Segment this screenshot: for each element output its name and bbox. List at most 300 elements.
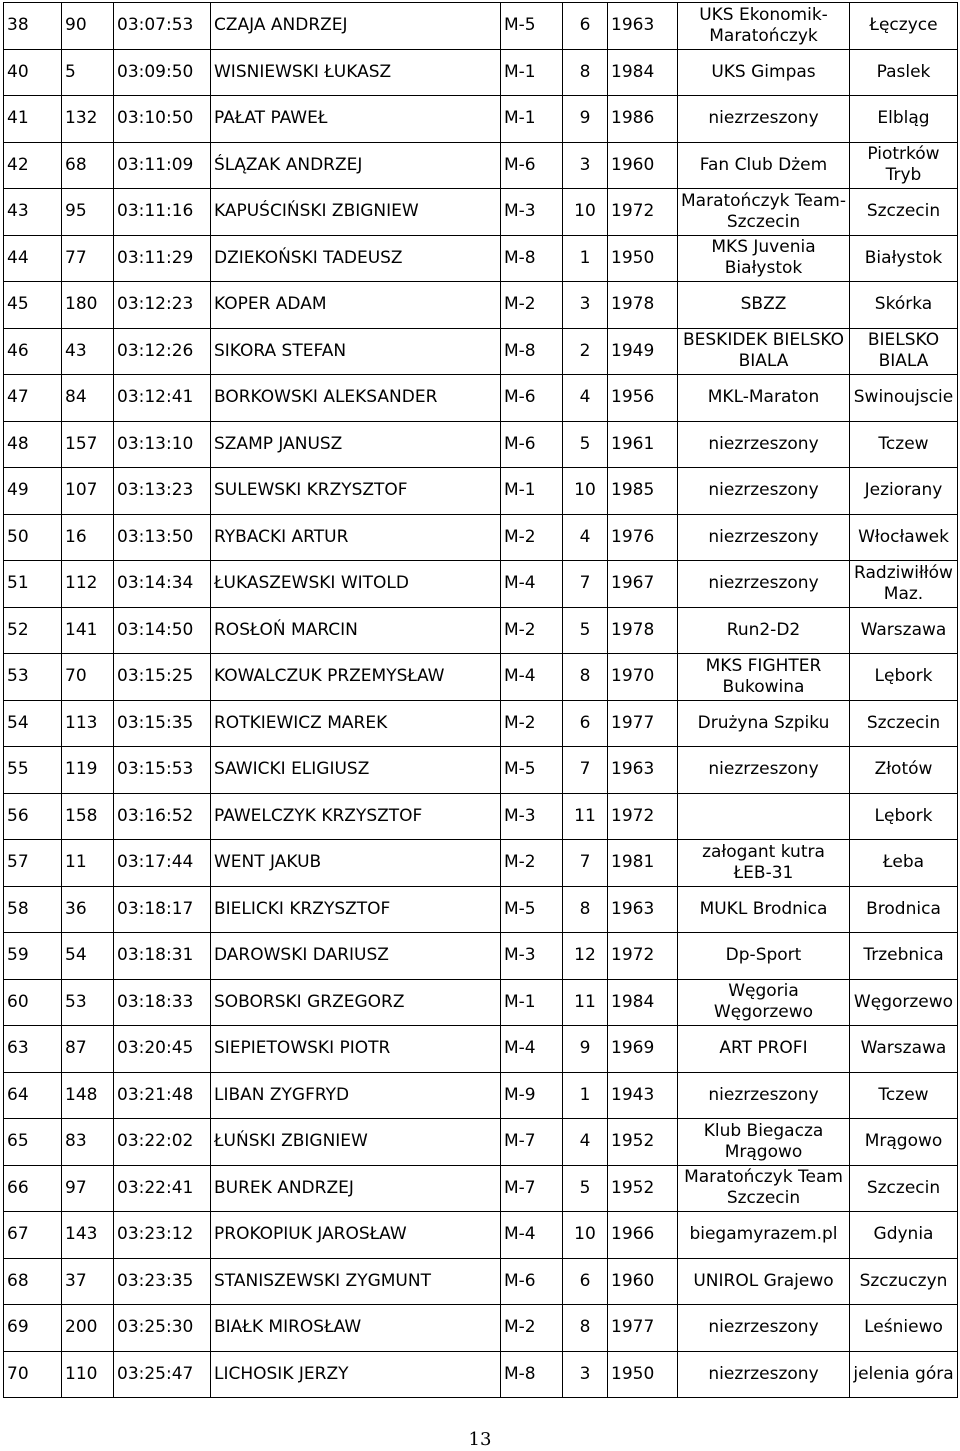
cell-time: 03:13:50	[114, 514, 211, 561]
cell-club: UNIROL Grajewo	[678, 1258, 850, 1305]
cell-city: Włocławek	[850, 514, 958, 561]
cell-category: M-1	[501, 49, 563, 96]
cell-club: MUKL Brodnica	[678, 886, 850, 933]
cell-name: SIKORA STEFAN	[211, 328, 501, 375]
cell-place: 38	[4, 3, 62, 50]
cell-city: Elbląg	[850, 96, 958, 143]
cell-year: 1976	[608, 514, 678, 561]
cell-number: 83	[62, 1119, 114, 1166]
cell-city: Warszawa	[850, 607, 958, 654]
cell-place: 65	[4, 1119, 62, 1166]
table-row	[4, 979, 958, 1026]
cell-category-place: 2	[563, 328, 608, 375]
cell-city: Trzebnica	[850, 933, 958, 980]
cell-category: M-6	[501, 421, 563, 468]
cell-category-place: 8	[563, 654, 608, 701]
table-row	[4, 933, 958, 980]
cell-club: ART PROFI	[678, 1026, 850, 1073]
table-row	[4, 189, 958, 236]
cell-name: SOBORSKI GRZEGORZ	[211, 979, 501, 1026]
cell-club: BESKIDEK BIELSKO BIALA	[678, 328, 850, 375]
cell-name: PAWELCZYK KRZYSZTOF	[211, 793, 501, 840]
cell-name: LIBAN ZYGFRYD	[211, 1072, 501, 1119]
cell-club: niezrzeszony	[678, 514, 850, 561]
cell-city: Brodnica	[850, 886, 958, 933]
cell-category: M-4	[501, 1026, 563, 1073]
cell-name: SULEWSKI KRZYSZTOF	[211, 468, 501, 515]
cell-year: 1978	[608, 607, 678, 654]
cell-number: 148	[62, 1072, 114, 1119]
cell-time: 03:15:25	[114, 654, 211, 701]
cell-time: 03:25:47	[114, 1351, 211, 1398]
cell-time: 03:12:41	[114, 375, 211, 422]
cell-name: BIAŁK MIROSŁAW	[211, 1305, 501, 1352]
cell-year: 1969	[608, 1026, 678, 1073]
table-row	[4, 747, 958, 794]
cell-category-place: 3	[563, 142, 608, 189]
cell-category: M-1	[501, 468, 563, 515]
cell-category-place: 1	[563, 235, 608, 282]
cell-club: Klub Biegacza Mrągowo	[678, 1119, 850, 1166]
cell-place: 64	[4, 1072, 62, 1119]
cell-time: 03:14:34	[114, 561, 211, 608]
cell-number: 36	[62, 886, 114, 933]
cell-category: M-8	[501, 1351, 563, 1398]
cell-number: 5	[62, 49, 114, 96]
cell-category: M-3	[501, 189, 563, 236]
cell-year: 1963	[608, 886, 678, 933]
cell-category-place: 7	[563, 747, 608, 794]
cell-time: 03:12:23	[114, 282, 211, 329]
cell-place: 60	[4, 979, 62, 1026]
table-row	[4, 1351, 958, 1398]
cell-time: 03:09:50	[114, 49, 211, 96]
cell-place: 44	[4, 235, 62, 282]
cell-time: 03:22:02	[114, 1119, 211, 1166]
cell-category: M-2	[501, 607, 563, 654]
cell-name: BUREK ANDRZEJ	[211, 1165, 501, 1212]
cell-time: 03:11:16	[114, 189, 211, 236]
cell-category-place: 12	[563, 933, 608, 980]
cell-time: 03:15:53	[114, 747, 211, 794]
cell-name: ŁUKASZEWSKI WITOLD	[211, 561, 501, 608]
cell-number: 90	[62, 3, 114, 50]
cell-name: KAPUŚCIŃSKI ZBIGNIEW	[211, 189, 501, 236]
cell-club: SBZZ	[678, 282, 850, 329]
table-row	[4, 561, 958, 608]
cell-place: 68	[4, 1258, 62, 1305]
cell-category-place: 10	[563, 468, 608, 515]
cell-category: M-8	[501, 235, 563, 282]
cell-time: 03:15:35	[114, 700, 211, 747]
cell-city: Jeziorany	[850, 468, 958, 515]
cell-time: 03:18:17	[114, 886, 211, 933]
table-row	[4, 886, 958, 933]
cell-category-place: 10	[563, 1212, 608, 1259]
cell-club: załogant kutra ŁEB-31	[678, 840, 850, 887]
cell-club: Maratończyk Team-Szczecin	[678, 189, 850, 236]
cell-category-place: 6	[563, 1258, 608, 1305]
cell-city: Warszawa	[850, 1026, 958, 1073]
cell-club: niezrzeszony	[678, 96, 850, 143]
cell-category: M-2	[501, 840, 563, 887]
cell-number: 11	[62, 840, 114, 887]
cell-category: M-1	[501, 979, 563, 1026]
cell-number: 68	[62, 142, 114, 189]
cell-number: 110	[62, 1351, 114, 1398]
cell-category-place: 4	[563, 1119, 608, 1166]
cell-city: Swinoujscie	[850, 375, 958, 422]
cell-club	[678, 793, 850, 840]
cell-category-place: 11	[563, 979, 608, 1026]
cell-name: PROKOPIUK JAROSŁAW	[211, 1212, 501, 1259]
cell-year: 1960	[608, 142, 678, 189]
cell-year: 1967	[608, 561, 678, 608]
cell-category: M-2	[501, 282, 563, 329]
cell-category-place: 8	[563, 1305, 608, 1352]
table-row	[4, 1165, 958, 1212]
cell-place: 45	[4, 282, 62, 329]
cell-club: Drużyna Szpiku	[678, 700, 850, 747]
cell-club: niezrzeszony	[678, 1305, 850, 1352]
cell-club: MKS Juvenia Białystok	[678, 235, 850, 282]
cell-name: ROTKIEWICZ MAREK	[211, 700, 501, 747]
cell-category: M-6	[501, 142, 563, 189]
cell-city: Radziwiłłów Maz.	[850, 561, 958, 608]
cell-number: 70	[62, 654, 114, 701]
cell-category: M-4	[501, 654, 563, 701]
cell-name: DZIEKOŃSKI TADEUSZ	[211, 235, 501, 282]
cell-time: 03:11:29	[114, 235, 211, 282]
cell-number: 95	[62, 189, 114, 236]
cell-name: CZAJA ANDRZEJ	[211, 3, 501, 50]
results-rows	[4, 3, 958, 1398]
cell-year: 1984	[608, 979, 678, 1026]
cell-category: M-2	[501, 1305, 563, 1352]
cell-number: 54	[62, 933, 114, 980]
cell-city: Skórka	[850, 282, 958, 329]
cell-year: 1977	[608, 700, 678, 747]
cell-category-place: 6	[563, 3, 608, 50]
cell-place: 41	[4, 96, 62, 143]
cell-year: 1943	[608, 1072, 678, 1119]
table-row	[4, 514, 958, 561]
cell-city: Szczuczyn	[850, 1258, 958, 1305]
cell-name: WISNIEWSKI ŁUKASZ	[211, 49, 501, 96]
table-row	[4, 1119, 958, 1166]
cell-place: 57	[4, 840, 62, 887]
cell-place: 50	[4, 514, 62, 561]
cell-name: RYBACKI ARTUR	[211, 514, 501, 561]
cell-number: 158	[62, 793, 114, 840]
cell-category: M-6	[501, 1258, 563, 1305]
cell-club: UKS Gimpas	[678, 49, 850, 96]
cell-number: 87	[62, 1026, 114, 1073]
cell-number: 143	[62, 1212, 114, 1259]
cell-category-place: 10	[563, 189, 608, 236]
cell-club: niezrzeszony	[678, 421, 850, 468]
table-row	[4, 1258, 958, 1305]
cell-club: niezrzeszony	[678, 561, 850, 608]
cell-number: 132	[62, 96, 114, 143]
cell-city: Łęczyce	[850, 3, 958, 50]
cell-place: 43	[4, 189, 62, 236]
cell-city: Lębork	[850, 793, 958, 840]
cell-category: M-7	[501, 1165, 563, 1212]
cell-city: Lębork	[850, 654, 958, 701]
cell-name: WENT JAKUB	[211, 840, 501, 887]
cell-club: Maratończyk Team Szczecin	[678, 1165, 850, 1212]
cell-category: M-3	[501, 933, 563, 980]
table-row	[4, 700, 958, 747]
cell-year: 1966	[608, 1212, 678, 1259]
cell-category: M-7	[501, 1119, 563, 1166]
cell-category-place: 1	[563, 1072, 608, 1119]
cell-category: M-2	[501, 514, 563, 561]
table-row	[4, 235, 958, 282]
cell-category: M-4	[501, 1212, 563, 1259]
cell-year: 1960	[608, 1258, 678, 1305]
cell-place: 40	[4, 49, 62, 96]
table-row	[4, 654, 958, 701]
cell-place: 53	[4, 654, 62, 701]
cell-club: niezrzeszony	[678, 1072, 850, 1119]
table-row	[4, 607, 958, 654]
cell-year: 1972	[608, 189, 678, 236]
cell-number: 16	[62, 514, 114, 561]
cell-year: 1972	[608, 933, 678, 980]
cell-number: 200	[62, 1305, 114, 1352]
cell-place: 67	[4, 1212, 62, 1259]
cell-name: PAŁAT PAWEŁ	[211, 96, 501, 143]
cell-category: M-1	[501, 96, 563, 143]
cell-place: 47	[4, 375, 62, 422]
cell-place: 49	[4, 468, 62, 515]
cell-club: MKS FIGHTER Bukowina	[678, 654, 850, 701]
cell-city: Szczecin	[850, 1165, 958, 1212]
cell-time: 03:16:52	[114, 793, 211, 840]
cell-category-place: 11	[563, 793, 608, 840]
cell-city: Leśniewo	[850, 1305, 958, 1352]
cell-place: 54	[4, 700, 62, 747]
cell-city: Łeba	[850, 840, 958, 887]
cell-name: KOPER ADAM	[211, 282, 501, 329]
cell-time: 03:18:33	[114, 979, 211, 1026]
table-row	[4, 1026, 958, 1073]
cell-city: Mrągowo	[850, 1119, 958, 1166]
cell-place: 59	[4, 933, 62, 980]
cell-category-place: 4	[563, 375, 608, 422]
cell-time: 03:12:26	[114, 328, 211, 375]
cell-number: 43	[62, 328, 114, 375]
cell-year: 1950	[608, 235, 678, 282]
cell-club: biegamyrazem.pl	[678, 1212, 850, 1259]
cell-place: 66	[4, 1165, 62, 1212]
cell-city: Szczecin	[850, 189, 958, 236]
cell-name: ROSŁOŃ MARCIN	[211, 607, 501, 654]
cell-name: BORKOWSKI ALEKSANDER	[211, 375, 501, 422]
cell-place: 56	[4, 793, 62, 840]
cell-city: Gdynia	[850, 1212, 958, 1259]
cell-category-place: 3	[563, 1351, 608, 1398]
cell-category-place: 5	[563, 1165, 608, 1212]
cell-time: 03:21:48	[114, 1072, 211, 1119]
cell-category-place: 3	[563, 282, 608, 329]
cell-place: 69	[4, 1305, 62, 1352]
cell-club: Fan Club Dżem	[678, 142, 850, 189]
cell-year: 1984	[608, 49, 678, 96]
cell-category: M-5	[501, 886, 563, 933]
cell-category-place: 8	[563, 49, 608, 96]
cell-city: Tczew	[850, 421, 958, 468]
table-row	[4, 3, 958, 50]
cell-place: 55	[4, 747, 62, 794]
table-row	[4, 1072, 958, 1119]
cell-club: Dp-Sport	[678, 933, 850, 980]
cell-place: 63	[4, 1026, 62, 1073]
cell-club: niezrzeszony	[678, 468, 850, 515]
table-row	[4, 1212, 958, 1259]
cell-city: BIELSKO BIALA	[850, 328, 958, 375]
cell-number: 141	[62, 607, 114, 654]
cell-category: M-5	[501, 747, 563, 794]
table-row	[4, 793, 958, 840]
cell-time: 03:18:31	[114, 933, 211, 980]
table-row	[4, 421, 958, 468]
cell-city: Węgorzewo	[850, 979, 958, 1026]
cell-number: 113	[62, 700, 114, 747]
cell-time: 03:11:09	[114, 142, 211, 189]
cell-number: 112	[62, 561, 114, 608]
cell-year: 1963	[608, 3, 678, 50]
cell-year: 1949	[608, 328, 678, 375]
cell-place: 46	[4, 328, 62, 375]
cell-place: 51	[4, 561, 62, 608]
cell-category: M-6	[501, 375, 563, 422]
cell-club: Węgoria Węgorzewo	[678, 979, 850, 1026]
cell-city: Piotrków Tryb	[850, 142, 958, 189]
cell-category-place: 5	[563, 421, 608, 468]
cell-city: Złotów	[850, 747, 958, 794]
cell-time: 03:23:12	[114, 1212, 211, 1259]
cell-category-place: 7	[563, 840, 608, 887]
cell-year: 1978	[608, 282, 678, 329]
table-row	[4, 375, 958, 422]
cell-number: 180	[62, 282, 114, 329]
cell-name: BIELICKI KRZYSZTOF	[211, 886, 501, 933]
cell-year: 1963	[608, 747, 678, 794]
cell-year: 1972	[608, 793, 678, 840]
cell-name: SIEPIETOWSKI PIOTR	[211, 1026, 501, 1073]
cell-category: M-5	[501, 3, 563, 50]
cell-category-place: 5	[563, 607, 608, 654]
cell-time: 03:13:23	[114, 468, 211, 515]
cell-time: 03:07:53	[114, 3, 211, 50]
cell-category: M-8	[501, 328, 563, 375]
cell-number: 84	[62, 375, 114, 422]
cell-club: niezrzeszony	[678, 747, 850, 794]
table-row	[4, 282, 958, 329]
cell-name: DAROWSKI DARIUSZ	[211, 933, 501, 980]
cell-time: 03:14:50	[114, 607, 211, 654]
cell-name: ŚLĄZAK ANDRZEJ	[211, 142, 501, 189]
cell-name: SAWICKI ELIGIUSZ	[211, 747, 501, 794]
cell-city: jelenia góra	[850, 1351, 958, 1398]
cell-category-place: 9	[563, 96, 608, 143]
table-row	[4, 328, 958, 375]
cell-name: SZAMP JANUSZ	[211, 421, 501, 468]
cell-place: 48	[4, 421, 62, 468]
table-row	[4, 142, 958, 189]
cell-year: 1956	[608, 375, 678, 422]
cell-year: 1970	[608, 654, 678, 701]
cell-category-place: 4	[563, 514, 608, 561]
cell-club: Run2-D2	[678, 607, 850, 654]
cell-club: UKS Ekonomik-Maratończyk	[678, 3, 850, 50]
cell-year: 1986	[608, 96, 678, 143]
cell-name: KOWALCZUK PRZEMYSŁAW	[211, 654, 501, 701]
cell-category: M-4	[501, 561, 563, 608]
cell-number: 157	[62, 421, 114, 468]
cell-place: 52	[4, 607, 62, 654]
cell-year: 1950	[608, 1351, 678, 1398]
cell-time: 03:22:41	[114, 1165, 211, 1212]
cell-year: 1977	[608, 1305, 678, 1352]
table-row	[4, 468, 958, 515]
cell-category-place: 9	[563, 1026, 608, 1073]
cell-city: Paslek	[850, 49, 958, 96]
cell-time: 03:13:10	[114, 421, 211, 468]
cell-category-place: 8	[563, 886, 608, 933]
cell-number: 97	[62, 1165, 114, 1212]
cell-place: 58	[4, 886, 62, 933]
cell-name: ŁUŃSKI ZBIGNIEW	[211, 1119, 501, 1166]
cell-time: 03:20:45	[114, 1026, 211, 1073]
table-row	[4, 49, 958, 96]
cell-number: 119	[62, 747, 114, 794]
cell-category: M-2	[501, 700, 563, 747]
cell-year: 1981	[608, 840, 678, 887]
cell-year: 1952	[608, 1119, 678, 1166]
cell-number: 53	[62, 979, 114, 1026]
results-table	[3, 2, 958, 1398]
cell-category-place: 7	[563, 561, 608, 608]
cell-city: Szczecin	[850, 700, 958, 747]
cell-number: 107	[62, 468, 114, 515]
cell-time: 03:10:50	[114, 96, 211, 143]
cell-category: M-9	[501, 1072, 563, 1119]
cell-club: niezrzeszony	[678, 1351, 850, 1398]
cell-number: 77	[62, 235, 114, 282]
table-row	[4, 96, 958, 143]
cell-name: STANISZEWSKI ZYGMUNT	[211, 1258, 501, 1305]
cell-time: 03:23:35	[114, 1258, 211, 1305]
cell-club: MKL-Maraton	[678, 375, 850, 422]
cell-name: LICHOSIK JERZY	[211, 1351, 501, 1398]
cell-category: M-3	[501, 793, 563, 840]
cell-city: Białystok	[850, 235, 958, 282]
cell-place: 70	[4, 1351, 62, 1398]
cell-city: Tczew	[850, 1072, 958, 1119]
cell-category-place: 6	[563, 700, 608, 747]
cell-year: 1952	[608, 1165, 678, 1212]
cell-year: 1961	[608, 421, 678, 468]
cell-time: 03:17:44	[114, 840, 211, 887]
cell-year: 1985	[608, 468, 678, 515]
table-row	[4, 840, 958, 887]
cell-number: 37	[62, 1258, 114, 1305]
table-row	[4, 1305, 958, 1352]
